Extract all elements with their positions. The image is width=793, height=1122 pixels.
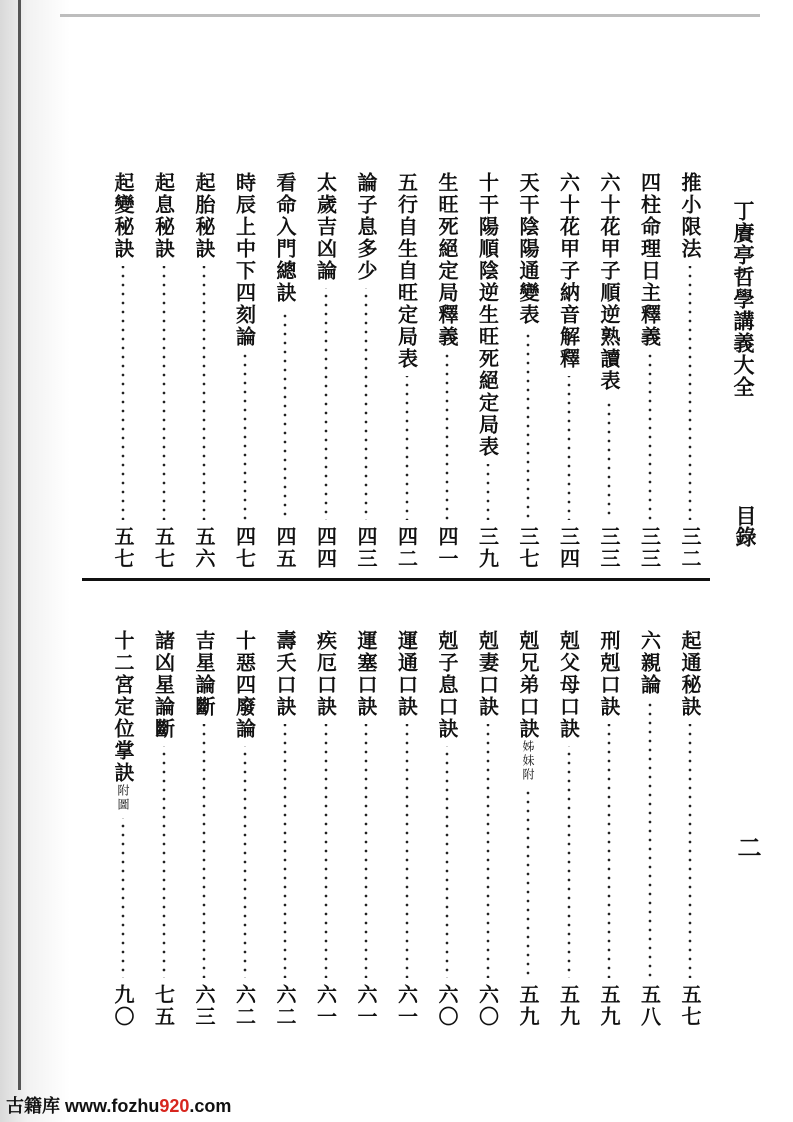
toc-entry[interactable]	[189, 630, 219, 1028]
dot-leader	[162, 746, 166, 978]
toc-entry-title: 起胎秘訣	[192, 172, 216, 260]
toc-entry-title: 生旺死絕定局釋義	[435, 172, 459, 348]
toc-entry-page: 三九	[475, 526, 500, 570]
toc-entry-page: 六二	[273, 984, 297, 1028]
toc-entry-title: 時辰上中下四刻論	[232, 172, 257, 348]
toc-entry-note: 附圖	[116, 784, 130, 812]
toc-entry-title: 壽夭口訣	[273, 630, 297, 718]
toc-entry-page: 五八	[637, 984, 662, 1028]
dot-leader	[486, 464, 490, 520]
dot-leader	[243, 354, 247, 520]
dot-leader	[526, 332, 530, 520]
toc-entry-page: 六一	[313, 984, 338, 1028]
toc-entry-page: 三二	[678, 526, 702, 570]
toc-entry-title: 五行自生自旺定局表	[394, 172, 419, 370]
toc-entry-title: 吉星論斷	[192, 630, 216, 718]
toc-entry[interactable]	[594, 630, 624, 1028]
dot-leader	[202, 724, 206, 978]
dot-leader	[486, 724, 490, 978]
dot-leader	[324, 724, 328, 978]
toc-entry-title: 十干陽順陰逆生旺死絕定局表	[475, 172, 500, 458]
dot-leader	[405, 376, 409, 520]
toc-entry[interactable]	[108, 630, 138, 1028]
scan-edge	[0, 0, 70, 1122]
top-border	[60, 14, 760, 17]
toc-entry-title: 刑剋口訣	[597, 630, 621, 718]
toc-entry-title: 運塞口訣	[354, 630, 378, 718]
toc-entry-page: 五九	[516, 984, 540, 1028]
toc-entry-title: 四柱命理日主釋義	[637, 172, 662, 348]
toc-entry[interactable]	[432, 630, 462, 1028]
toc-entry-page: 五七	[111, 526, 135, 570]
dot-leader	[283, 310, 287, 520]
toc-entry-title: 剋妻口訣	[475, 630, 500, 718]
toc-entry[interactable]	[473, 630, 503, 1028]
toc-entry-page: 三三	[597, 526, 621, 570]
toc-entry-title: 推小限法	[678, 172, 702, 260]
toc-entry[interactable]	[270, 630, 300, 1028]
spine-line	[18, 0, 21, 1090]
toc-entry-title: 剋兄弟口訣	[516, 630, 540, 740]
site-url-prefix: www.fozhu	[65, 1096, 160, 1116]
dot-leader	[243, 746, 247, 978]
toc-entry-page: 六一	[394, 984, 419, 1028]
toc-entry-page: 五七	[678, 984, 702, 1028]
toc-entry[interactable]	[311, 630, 341, 1028]
dot-leader	[445, 746, 449, 978]
dot-leader	[121, 266, 125, 520]
toc-entry-page: 五七	[151, 526, 176, 570]
dot-leader	[364, 724, 368, 978]
toc-entry-title: 十二宮定位掌訣	[111, 630, 135, 784]
toc-entry-page: 六〇	[475, 984, 500, 1028]
toc-entry-page: 九〇	[111, 984, 135, 1028]
toc-entry[interactable]	[554, 630, 584, 1028]
toc-entry[interactable]	[594, 172, 624, 570]
site-url-num: 920	[159, 1096, 190, 1116]
toc-entry[interactable]	[149, 630, 179, 1028]
toc-entry[interactable]	[351, 172, 381, 570]
dot-leader	[445, 354, 449, 520]
toc-entry-title: 太歲吉凶論	[313, 172, 338, 282]
toc-entry-page: 三七	[516, 526, 540, 570]
toc-entry-title: 運通口訣	[394, 630, 419, 718]
toc-entry[interactable]	[675, 630, 705, 1028]
toc-entry[interactable]	[392, 630, 422, 1028]
dot-leader	[526, 788, 530, 978]
toc-entry[interactable]	[513, 172, 543, 570]
toc-entry[interactable]	[230, 630, 260, 1028]
toc-entry-page: 六三	[192, 984, 216, 1028]
dot-leader	[405, 724, 409, 978]
toc-entry-page: 五九	[556, 984, 581, 1028]
toc-entry-title: 六十花甲子順逆熟讀表	[597, 172, 621, 392]
toc-entry-page: 五六	[192, 526, 216, 570]
toc-entry[interactable]	[635, 630, 665, 1028]
toc-entry-page: 六〇	[435, 984, 459, 1028]
toc-entry-title: 六十花甲子納音解釋	[556, 172, 581, 370]
toc-entry-page: 三三	[637, 526, 662, 570]
toc-entry-title: 疾厄口訣	[313, 630, 338, 718]
toc-entry[interactable]	[108, 172, 138, 570]
toc-entry[interactable]	[675, 172, 705, 570]
toc-entry-page: 六一	[354, 984, 378, 1028]
toc-entry-title: 天干陰陽通變表	[516, 172, 540, 326]
toc-entry-title: 起息秘訣	[151, 172, 176, 260]
toc-entry-title: 起通秘訣	[678, 630, 702, 718]
toc-entry[interactable]	[635, 172, 665, 570]
toc-entry-page: 四二	[394, 526, 419, 570]
toc-entry-page: 四七	[232, 526, 257, 570]
toc-entry-title: 十惡四廢論	[232, 630, 257, 740]
dot-leader	[324, 288, 328, 520]
site-url-suffix: .com	[189, 1096, 232, 1116]
dot-leader	[567, 376, 571, 520]
toc-entry[interactable]	[270, 172, 300, 570]
dot-leader	[607, 724, 611, 978]
toc-entry[interactable]	[189, 172, 219, 570]
toc-entry-title: 剋父母口訣	[556, 630, 581, 740]
toc-entry[interactable]	[230, 172, 260, 570]
dot-leader	[648, 702, 652, 978]
toc-entry-title: 起變秘訣	[111, 172, 135, 260]
dot-leader	[364, 288, 368, 520]
toc-entry-page: 四一	[435, 526, 459, 570]
toc-entry[interactable]	[432, 172, 462, 570]
site-footer[interactable]	[6, 1092, 231, 1118]
toc-entry-note: 姊妹附	[521, 740, 535, 782]
toc-entry[interactable]	[392, 172, 422, 570]
dot-leader	[121, 818, 125, 978]
dot-leader	[567, 746, 571, 978]
toc-entry-page: 六二	[232, 984, 257, 1028]
toc-entry[interactable]	[473, 172, 503, 570]
toc-entry[interactable]	[311, 172, 341, 570]
toc-entry-title: 六親論	[637, 630, 662, 696]
toc-entry-title: 看命入門總訣	[273, 172, 297, 304]
section-label: 目錄	[733, 505, 758, 547]
toc-entry[interactable]	[149, 172, 179, 570]
toc-entry-page: 四五	[273, 526, 297, 570]
dot-leader	[283, 724, 287, 978]
toc-entry-page: 四四	[313, 526, 338, 570]
toc-entry-page: 四三	[354, 526, 378, 570]
toc-entry-title: 剋子息口訣	[435, 630, 459, 740]
dot-leader	[162, 266, 166, 520]
section-divider	[82, 578, 710, 581]
toc-entry-page: 五九	[597, 984, 621, 1028]
toc-entry-page: 三四	[556, 526, 581, 570]
dot-leader	[688, 724, 692, 978]
dot-leader	[648, 354, 652, 520]
dot-leader	[202, 266, 206, 520]
page-number: 二	[733, 835, 762, 859]
toc-entry-title: 諸凶星論斷	[151, 630, 176, 740]
dot-leader	[688, 266, 692, 520]
dot-leader	[607, 398, 611, 520]
book-title: 丁賡亭哲學講義大全	[731, 200, 756, 398]
toc-entry-page: 七五	[151, 984, 176, 1028]
toc-entry[interactable]	[351, 630, 381, 1028]
toc-entry[interactable]	[554, 172, 584, 570]
toc-entry[interactable]	[513, 630, 543, 1028]
toc-entry-title: 論子息多少	[354, 172, 378, 282]
site-label: 古籍库	[6, 1096, 60, 1116]
